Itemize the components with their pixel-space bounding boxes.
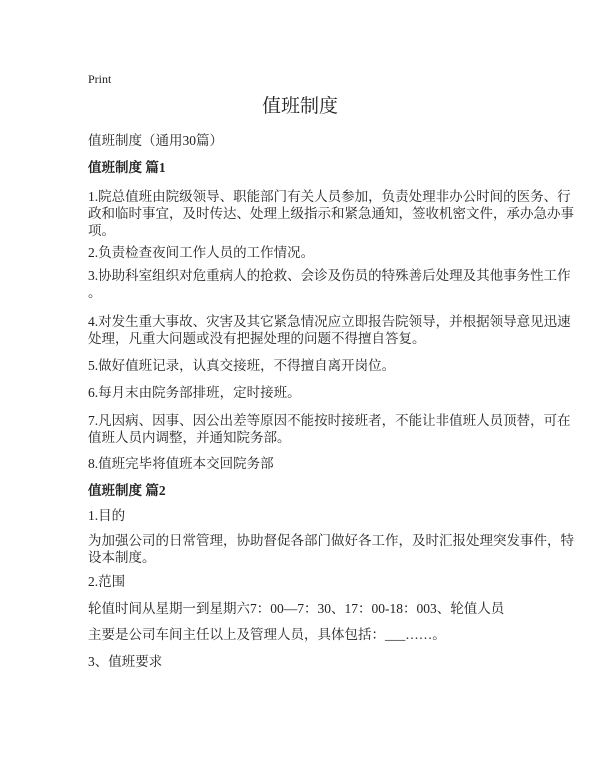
paragraph-line: 处理，凡重大问题或没有把握处理的问题不得擅自答复。 <box>88 331 426 346</box>
paragraph-line: 轮值时间从星期一到星期六7：00—7：30、17：00-18：003、轮值人员 <box>88 601 505 616</box>
paragraph-line: 1.院总值班由院级领导、职能部门有关人员参加，负责处理非办公时间的医务、行 <box>88 189 571 204</box>
paragraph-line: 为加强公司的日常管理，协助督促各部门做好各工作，及时汇报处理突发事件，特 <box>88 533 574 548</box>
paragraph-line: 1.目的 <box>88 508 126 523</box>
paragraph <box>88 573 125 590</box>
paragraph <box>88 412 571 446</box>
subtitle: 值班制度（通用30篇） <box>88 133 223 148</box>
paragraph <box>88 267 571 301</box>
paragraph <box>88 244 314 261</box>
section-heading-2: 值班制度 篇2 <box>88 483 166 498</box>
paragraph-line: 4.对发生重大事故、灾害及其它紧急情况应立即报告院领导，并根据领导意见迅速 <box>88 314 571 329</box>
paragraph-line: 8.值班完毕将值班本交回院务部 <box>88 456 274 471</box>
paragraph <box>88 507 125 524</box>
paragraph <box>88 313 571 347</box>
print-link[interactable]: Print <box>88 72 112 86</box>
paragraph-line: 项。 <box>88 223 115 238</box>
paragraph <box>88 626 446 643</box>
paragraph-line: 。 <box>88 285 102 300</box>
paragraph-line: 7.凡因病、因事、因公出差等原因不能按时接班者，不能让非值班人员顶替，可在 <box>88 413 571 428</box>
paragraph-line: 6.每月末由院务部排班，定时接班。 <box>88 385 301 400</box>
paragraph <box>88 653 162 670</box>
paragraph-line: 2.负责检查夜间工作人员的工作情况。 <box>88 245 315 260</box>
paragraph <box>88 384 301 401</box>
paragraph <box>88 188 574 239</box>
paragraph-line: 5.做好值班记录，认真交接班，不得擅自离开岗位。 <box>88 358 396 373</box>
paragraph <box>88 455 274 472</box>
section-heading-1: 值班制度 篇1 <box>88 160 166 175</box>
paragraph-line: 2.范围 <box>88 574 126 589</box>
paragraph <box>88 532 574 566</box>
paragraph <box>88 357 395 374</box>
paragraph-line: 政和临时事宜，及时传达、处理上级指示和紧急通知，签收机密文件，承办急办事 <box>88 206 574 221</box>
page-title: 值班制度 <box>261 95 338 117</box>
paragraph-line: 3、值班要求 <box>88 654 163 669</box>
paragraph-line: 主要是公司车间主任以上及管理人员，具体包括：___……。 <box>88 627 446 642</box>
paragraph-line: 值班人员内调整，并通知院务部。 <box>88 430 291 445</box>
paragraph-line: 3.协助科室组织对危重病人的抢救、会诊及伤员的特殊善后处理及其他事务性工作 <box>88 268 571 283</box>
paragraph-line: 设本制度。 <box>88 550 156 565</box>
paragraph <box>88 600 504 617</box>
